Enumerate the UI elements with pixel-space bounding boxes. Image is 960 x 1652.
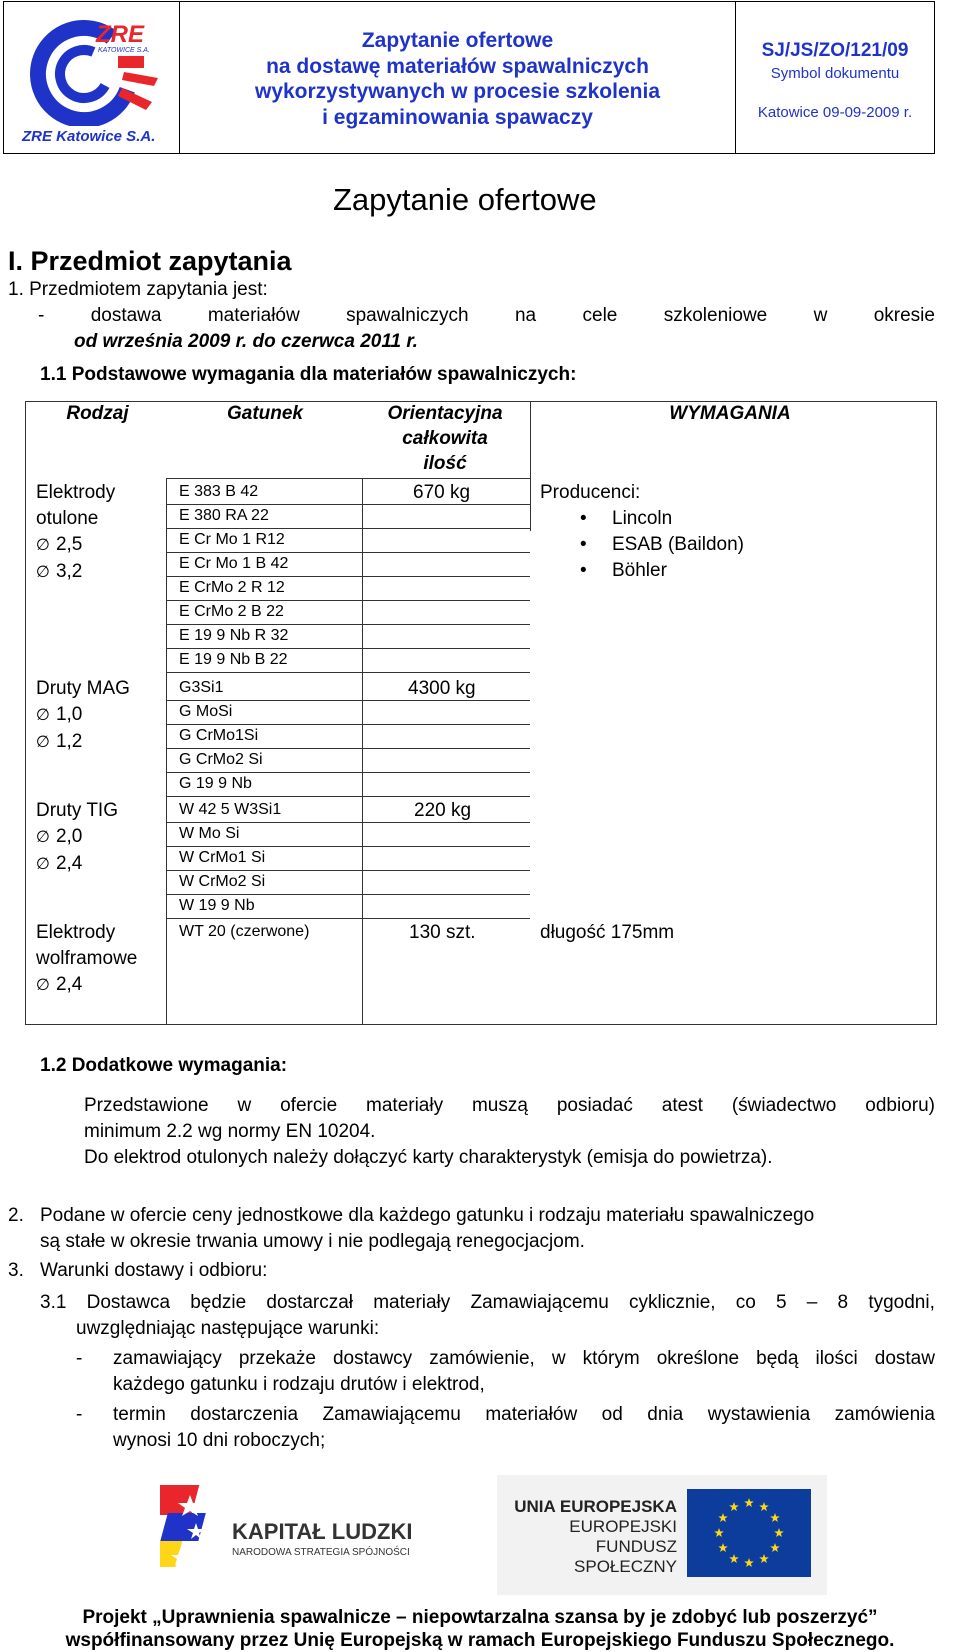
word: materiały [373, 1292, 451, 1313]
company-logo-cell [4, 2, 180, 153]
type-name: Elektrody [36, 482, 116, 503]
col-header-requirements: WYMAGANIA [669, 403, 791, 424]
word: materiałów [207, 305, 300, 326]
para-line [84, 1093, 935, 1119]
dash-line-2: od września 2009 r. do czerwca 2011 r. [74, 331, 418, 352]
quantity: 4300 kg [408, 678, 476, 699]
word: szkoleniowe [663, 305, 768, 326]
eu-flag-icon [687, 1489, 811, 1577]
grade-item: G CrMo1Si [179, 727, 259, 744]
para-line: minimum 2.2 wg normy EN 10204. [84, 1121, 376, 1142]
list-item [113, 1346, 935, 1398]
para-line: Do elektrod otulonych należy dołączyć karty charakterystyk (emisja do powietrza). [84, 1147, 773, 1168]
item-2-number: 2. [8, 1205, 24, 1226]
table-divider [166, 672, 530, 673]
word: muszą [471, 1095, 528, 1116]
header-title [180, 2, 736, 153]
type-name: Elektrody [36, 922, 116, 943]
para-line: każdego gatunku i rodzaju drutów i elektrod, [113, 1374, 485, 1395]
document-info [736, 2, 934, 153]
word: dostarczał [266, 1292, 354, 1313]
word: odbioru) [865, 1095, 935, 1116]
word: będą [756, 1348, 799, 1369]
word: określone [656, 1348, 740, 1369]
document-symbol-label: Symbol dokumentu [770, 65, 900, 82]
producers-list [540, 506, 744, 584]
para-line: Podane w ofercie ceny jednostkowe dla każdego gatunku i rodzaju materiału spawalniczego [40, 1205, 815, 1226]
diameter-icon: ∅ [36, 734, 50, 751]
col-header-qty-line: Orientacyjna [387, 403, 503, 424]
word: Zamawiającemu [322, 1404, 461, 1425]
word: w [551, 1348, 566, 1369]
word: Zamawiającemu [470, 1292, 609, 1313]
word: 3.1 [40, 1292, 67, 1313]
col-header-type: Rodzaj [66, 403, 129, 424]
word: w [813, 305, 828, 326]
type-name: Druty TIG [36, 800, 118, 821]
grade-item: G MoSi [179, 703, 233, 720]
bullet-dash: - [76, 1348, 83, 1369]
list-item: • Böhler [540, 558, 744, 584]
table-divider [166, 918, 530, 919]
item-2 [40, 1203, 935, 1255]
word: cele [582, 305, 618, 326]
word: którym [582, 1348, 640, 1369]
additional-requirements [84, 1093, 935, 1171]
diameter-icon: ∅ [36, 537, 50, 554]
subsection-1-2: 1.2 Dodatkowe wymagania: [40, 1055, 288, 1076]
quantity: 130 szt. [409, 922, 476, 943]
diameter-icon: ∅ [36, 829, 50, 846]
document-header [3, 1, 935, 154]
word: na [514, 305, 537, 326]
header-title-line: wykorzystywanych w procesie szkolenia [254, 80, 660, 103]
diameter: ∅ 3,2 [36, 561, 83, 582]
dash-item [38, 303, 935, 355]
main-title: Zapytanie ofertowe [333, 182, 597, 217]
company-name: ZRE Katowice S.A. [22, 128, 156, 145]
table-divider [166, 478, 167, 1025]
eu-logo-line: FUNDUSZ SPOŁECZNY [574, 1537, 677, 1576]
word: Dostawca [86, 1292, 171, 1313]
word: przekaże [238, 1348, 316, 1369]
quantity: 220 kg [414, 800, 472, 821]
word: posiadać [556, 1095, 633, 1116]
word: spawalniczych [346, 305, 469, 326]
para-line [113, 1346, 935, 1372]
word: 8 [837, 1292, 849, 1313]
requirements-cell [540, 480, 744, 584]
word: od [601, 1404, 623, 1425]
word: tygodni, [868, 1292, 935, 1313]
subsection-3-1 [40, 1290, 935, 1342]
header-title-line: na dostawę materiałów spawalniczych [266, 54, 649, 78]
item-3: Warunki dostawy i odbioru: [40, 1260, 268, 1281]
list-item: • ESAB (Baildon) [540, 532, 744, 558]
word: wystawienia [707, 1404, 811, 1425]
word: 5 [776, 1292, 787, 1313]
type-cell [36, 920, 137, 999]
producers-label: Producenci: [540, 482, 641, 503]
col-header-qty-line: ilość [423, 453, 467, 474]
header-title-line: i egzaminowania spawaczy [322, 105, 593, 129]
list-item: • Lincoln [540, 506, 744, 532]
section-heading: I. Przedmiot zapytania [8, 246, 292, 276]
logo-subtitle: NARODOWA STRATEGIA SPÓJNOŚCI [232, 1547, 410, 1558]
diameter: ∅ 2,5 [36, 534, 83, 555]
para-line [40, 1290, 935, 1316]
word: zamówienia [834, 1404, 935, 1425]
list-item [113, 1402, 935, 1454]
word: termin [113, 1404, 166, 1425]
type-cell [36, 798, 118, 878]
grade-item: W Mo Si [179, 825, 240, 842]
grade-item: E 19 9 Nb R 32 [179, 627, 289, 644]
grade-item: E CrMo 2 R 12 [179, 579, 285, 596]
type-name: otulone [36, 508, 99, 529]
grade-item: E CrMo 2 B 22 [179, 603, 284, 620]
bullet-dash: - [76, 1404, 83, 1425]
grade-item: W CrMo1 Si [179, 849, 266, 866]
quantity: 670 kg [413, 482, 471, 503]
grade-item: G3Si1 [179, 679, 224, 696]
word: materiałów [485, 1404, 578, 1425]
table-divider [362, 478, 363, 1025]
grade-item: W CrMo2 Si [179, 873, 266, 890]
header-title-line: Zapytanie ofertowe [361, 29, 554, 52]
type-cell [36, 480, 115, 586]
grade-item: W 19 9 Nb [179, 897, 255, 914]
grade-item: E Cr Mo 1 R12 [179, 531, 285, 548]
diameter-icon: ∅ [36, 977, 50, 994]
grade-item: G CrMo2 Si [179, 751, 263, 768]
materials-table [25, 401, 937, 1025]
diameter: ∅ 1,0 [36, 704, 83, 725]
word: - [38, 305, 45, 326]
grade-item: W 42 5 W3Si1 [179, 801, 282, 818]
diameter: ∅ 1,2 [36, 731, 83, 752]
word: dostawa [90, 305, 162, 326]
para-line [113, 1402, 935, 1428]
dash-line-1 [38, 303, 935, 329]
word: (świadectwo [731, 1095, 837, 1116]
type-name: Druty MAG [36, 678, 130, 699]
kapital-ludzki-logo [160, 1475, 460, 1595]
word: cyklicznie, [628, 1292, 716, 1313]
word: będzie [190, 1292, 247, 1313]
word: w [237, 1095, 252, 1116]
col-header-grade: Gatunek [226, 403, 304, 424]
diameter: ∅ 2,4 [36, 974, 83, 995]
type-name: wolframowe [36, 948, 138, 969]
eu-logo-text [507, 1497, 677, 1577]
diameter-icon: ∅ [36, 707, 50, 724]
word: dostawcy [332, 1348, 413, 1369]
document-code: SJ/JS/ZO/121/09 [761, 40, 909, 61]
logo-text: ZRE [96, 21, 144, 48]
word: dostaw [874, 1348, 935, 1369]
word: Przedstawione [84, 1095, 209, 1116]
grades-cell [179, 480, 288, 672]
word: zamówienie, [429, 1348, 535, 1369]
item-1: 1. Przedmiotem zapytania jest: [8, 279, 268, 300]
grade-item: G 19 9 Nb [179, 775, 252, 792]
word: ofercie [280, 1095, 338, 1116]
zre-logo-icon [26, 16, 166, 126]
eu-logo-line: EUROPEJSKI [569, 1517, 677, 1536]
grade-item: E 380 RA 22 [179, 507, 269, 524]
grades-cell [179, 798, 281, 918]
table-divider [530, 401, 531, 531]
diameter: ∅ 2,4 [36, 853, 83, 874]
word: dostarczenia [190, 1404, 299, 1425]
word: materiały [366, 1095, 444, 1116]
grade-item: E 383 B 42 [179, 483, 259, 500]
para-line: są stałe w okresie trwania umowy i nie podlegają renegocjacjom. [40, 1231, 585, 1252]
table-divider [166, 478, 530, 479]
document-date: Katowice 09-09-2009 r. [757, 104, 913, 121]
word: zamawiający [113, 1348, 222, 1369]
word: – [806, 1292, 818, 1313]
type-cell [36, 676, 130, 756]
footer-line: współfinansowany przez Unię Europejską w ramach Europejskiego Funduszu Społecznego. [65, 1630, 895, 1651]
diameter-icon: ∅ [36, 564, 50, 581]
item-3-number: 3. [8, 1260, 24, 1281]
requirement-length: długość 175mm [540, 922, 675, 943]
para-line: wynosi 10 dni roboczych; [113, 1430, 326, 1451]
table-divider [166, 796, 530, 797]
grade-item: WT 20 (czerwone) [179, 923, 310, 940]
grades-cell [179, 676, 263, 796]
para-line: uwzględniając następujące warunki: [76, 1318, 380, 1339]
word: atest [661, 1095, 703, 1116]
logo-subtext: KATOWICE S.A. [98, 47, 150, 54]
word: dnia [647, 1404, 684, 1425]
eu-logo [497, 1475, 827, 1595]
logo-title: KAPITAŁ LUDZKI [232, 1519, 413, 1544]
word: ilości [815, 1348, 858, 1369]
col-header-qty-line: całkowita [402, 428, 488, 449]
grade-item: E 19 9 Nb B 22 [179, 651, 288, 668]
grades-cell [179, 920, 309, 944]
eu-logo-line: UNIA EUROPEJSKA [514, 1497, 677, 1516]
word: co [735, 1292, 756, 1313]
subsection-1-1: 1.1 Podstawowe wymagania dla materiałów spawalniczych: [40, 364, 577, 385]
diameter-icon: ∅ [36, 856, 50, 873]
grade-item: E Cr Mo 1 B 42 [179, 555, 289, 572]
word: okresie [873, 305, 935, 326]
diameter: ∅ 2,0 [36, 826, 83, 847]
footer-line: Projekt „Uprawnienia spawalnicze – niepowtarzalna szansa by je zdobyć lub poszerzyć” [82, 1607, 878, 1628]
